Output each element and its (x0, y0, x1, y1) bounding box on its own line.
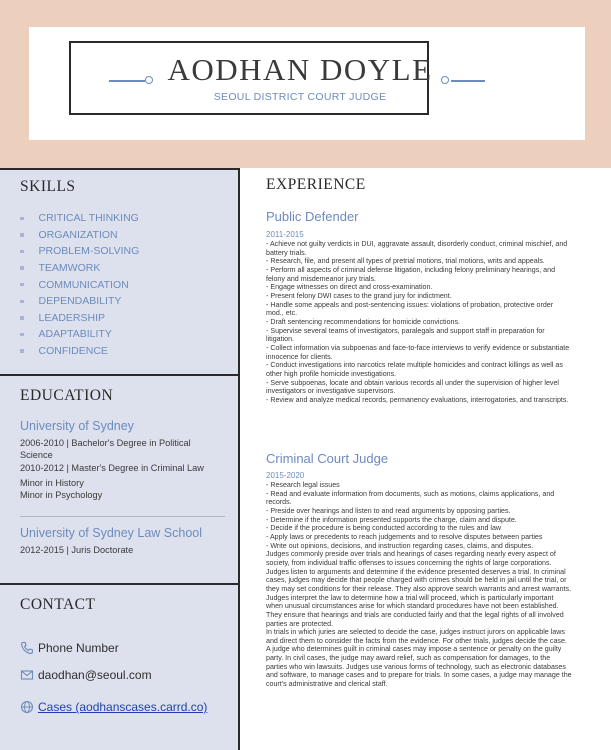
bullet-icon (20, 217, 24, 221)
section-divider (0, 583, 240, 585)
school-name: University of Sydney Law School (20, 526, 203, 540)
education-heading: EDUCATION (20, 387, 114, 404)
skill-item: ADAPTABILITY (20, 326, 139, 343)
degree-line: 2012-2015 | Juris Doctorate (20, 545, 134, 555)
education-divider (20, 516, 225, 517)
skill-item: CONFIDENCE (20, 343, 139, 360)
person-title: SEOUL DISTRICT COURT JUDGE (213, 91, 387, 103)
degree-line: 2010-2012 | Master's Degree in Criminal Law (20, 463, 204, 474)
job-description: - Research legal issues - Read and evaluate information from documents, such as motions, claims applications, and records. - Preside over hearings and listen to and read arguments by opposing parties. - Determine if the information presented supports the charge, claim and dispute. - Decide if the procedure is being conducted according to the rules and law - Apply laws or precedents to reach judgements and to resolve disputes between parties - Write out opinions, decisions, and instruction regarding cases, claims, and disputes. Judges commonly preside over trials and hearings of cases regarding nearly every aspect of society, from individual traffic offenses to issues concerning the rights of large corporations. Judges listen to arguments and determine if the evidence presented deserves a trial. In criminal cases, judges may decide that people charged with crimes should be held in jail until the trial, or they may set conditions for their release. They also approve search warrants and arrest warrants. Judges interpret the law to determine how a trial will proceed, which is particularly important when unusual circumstances arise for which standard procedures have not been established. They ensure that hearings and trials are conducted fairly and that the legal rights of all involved parties are protected. In trials in which juries are selected to decide the case, judges instruct jurors on applicable laws and direct them to consider the facts from the evidence. For other trials, judges decide the case. A judge who determines guilt in criminal cases may impose a sentence or penalty on the guilty party. In civil cases, the judge may award relief, such as compensation for damages, to the parties who win lawsuits. Judges use various forms of technology, such as electronic databases and software, to manage cases and to prepare for trials. In some cases, a judge may manage the court's administrative and clerical staff. (266, 481, 572, 689)
job-years: 2011-2015 (266, 230, 304, 239)
bullet-icon (20, 233, 24, 237)
bullet-icon (20, 349, 24, 353)
degree-line: 2006-2010 | Bachelor's Degree in Political Science (20, 438, 191, 461)
skill-item: TEAMWORK (20, 260, 139, 277)
bullet-icon (20, 333, 24, 337)
section-divider (0, 374, 240, 376)
education-details (20, 437, 225, 501)
school-name: University of Sydney (20, 419, 134, 433)
minor-line: Minor in Psychology (20, 489, 103, 500)
bullet-icon (20, 283, 24, 287)
email-text[interactable]: daodhan@seoul.com (38, 668, 152, 682)
skills-list (20, 210, 139, 359)
job-title: Criminal Court Judge (266, 451, 389, 466)
skills-heading: SKILLS (20, 178, 76, 195)
experience-heading: EXPERIENCE (266, 176, 366, 193)
mail-icon (20, 668, 34, 682)
bullet-icon (20, 316, 24, 320)
phone-text: Phone Number (38, 641, 119, 655)
website-link[interactable]: Cases (aodhanscases.carrd.co) (38, 700, 208, 714)
person-name: AODHAN DOYLE (167, 52, 433, 87)
job-title: Public Defender (266, 209, 359, 224)
skill-item: LEADERSHIP (20, 310, 139, 327)
bullet-icon (20, 300, 24, 304)
skill-item: DEPENDABILITY (20, 293, 139, 310)
contact-phone (20, 641, 119, 655)
contact-website (20, 700, 207, 714)
bullet-icon (20, 266, 24, 270)
bullet-icon (20, 250, 24, 254)
contact-heading: CONTACT (20, 596, 96, 613)
contact-email (20, 668, 152, 682)
skill-item: PROBLEM-SOLVING (20, 243, 139, 260)
minor-line: Minor in History (20, 477, 84, 488)
phone-icon (20, 641, 34, 655)
job-years: 2015-2020 (266, 471, 305, 480)
job-description: - Achieve not guilty verdicts in DUI, aggravate assault, disorderly conduct, criminal mischief, and battery trials. - Research, file, and present all types of pretrial motions, trial motions, writs and appeals. - Perform all aspects of criminal defense litigation, including felony preliminary hearings, and felony and misdemeanor jury trials. - Engage witnesses on direct and cross-examination. - Present felony DWI cases to the grand jury for indictment. - Handle some appeals and post-sentencing issues: violations of probation, protective order mod., etc. - Draft sentencing recommendations for homicide convictions. - Supervise several teams of investigators, paralegals and support staff in preparation for litigation. - Collect information via subpoenas and face-to-face interviews to verify evidence or substantiate innocence for clients. - Conduct investigations into narcotics relate multiple homicides and contract killings as well as other high profile homicide investigations. - Serve subpoenas, locate and obtain various records all under the supervision of higher level investigators or investigative supervisors. - Review and analyze medical records, permanency evaluations, interrogatories, and transcripts. (266, 240, 570, 404)
skill-item: ORGANIZATION (20, 227, 139, 244)
skill-item: CRITICAL THINKING (20, 210, 139, 227)
skill-item: COMMUNICATION (20, 276, 139, 293)
globe-icon (20, 700, 34, 714)
education-details (20, 544, 225, 556)
